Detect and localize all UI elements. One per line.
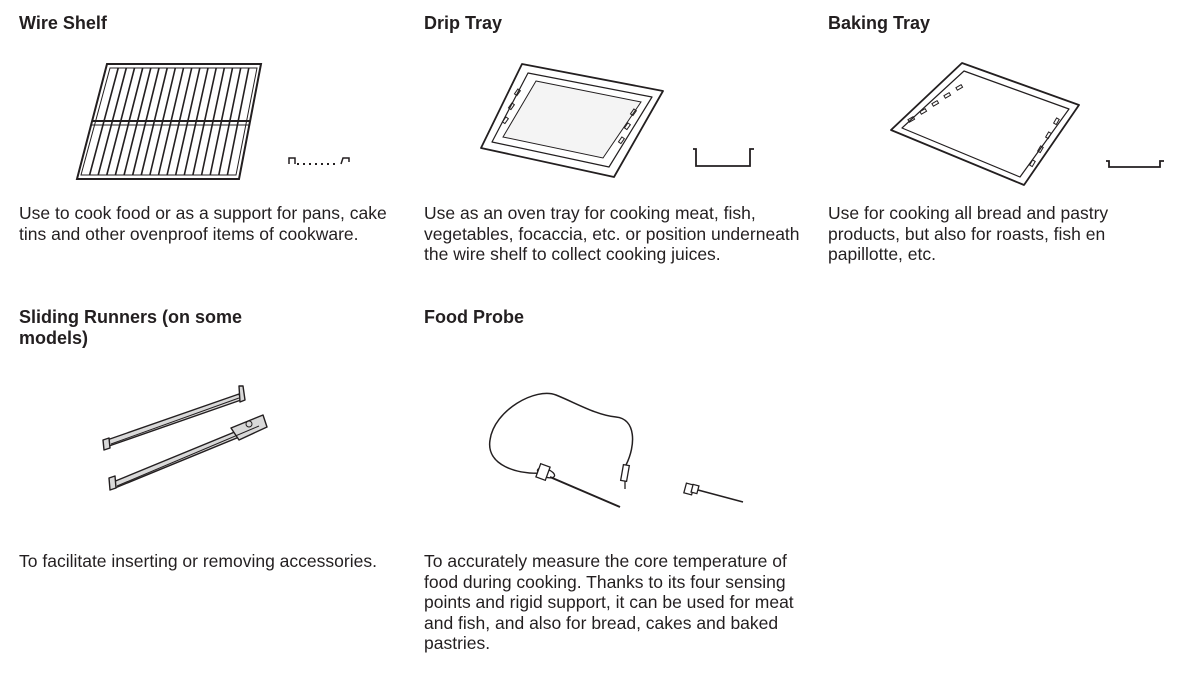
sliding-runners-description: To facilitate inserting or removing accessories. (19, 551, 377, 571)
wire-shelf-illustration (74, 61, 264, 191)
food-probe-title: Food Probe (424, 307, 524, 327)
baking-tray-card (828, 13, 1173, 283)
food-probe-description: To accurately measure the core temperature of food during cooking. Thanks to its four sensing points and rigid support, it can be used for meat and fish, and also for bread, cakes and baked pastries. (424, 551, 794, 653)
baking-tray-profile-icon (1104, 159, 1166, 171)
drip-tray-profile-icon (691, 147, 757, 171)
drip-tray-title: Drip Tray (424, 13, 503, 33)
baking-tray-title: Baking Tray (828, 13, 931, 33)
food-probe-card (424, 307, 809, 682)
sliding-runners-illustration (99, 382, 274, 492)
wire-shelf-description: Use to cook food or as a support for pans, cake tins and other ovenproof items of cookware. (19, 203, 387, 244)
drip-tray-illustration (478, 61, 668, 181)
wire-shelf-profile-icon (287, 156, 351, 168)
food-probe-tip-icon (682, 480, 746, 506)
baking-tray-illustration (888, 60, 1083, 188)
wire-shelf-title: Wire Shelf (19, 13, 107, 33)
baking-tray-description: Use for cooking all bread and pastry products, but also for roasts, fish en papillotte, etc. (828, 203, 1109, 264)
drip-tray-description: Use as an oven tray for cooking meat, fish, vegetables, focaccia, etc. or position underneath the wire shelf to collect cooking juices. (424, 203, 800, 264)
food-probe-illustration (486, 385, 646, 510)
wire-shelf-card (19, 13, 404, 283)
sliding-runners-title: Sliding Runners (on some models) (19, 307, 243, 348)
drip-tray-card (424, 13, 809, 288)
sliding-runners-card (19, 307, 404, 597)
